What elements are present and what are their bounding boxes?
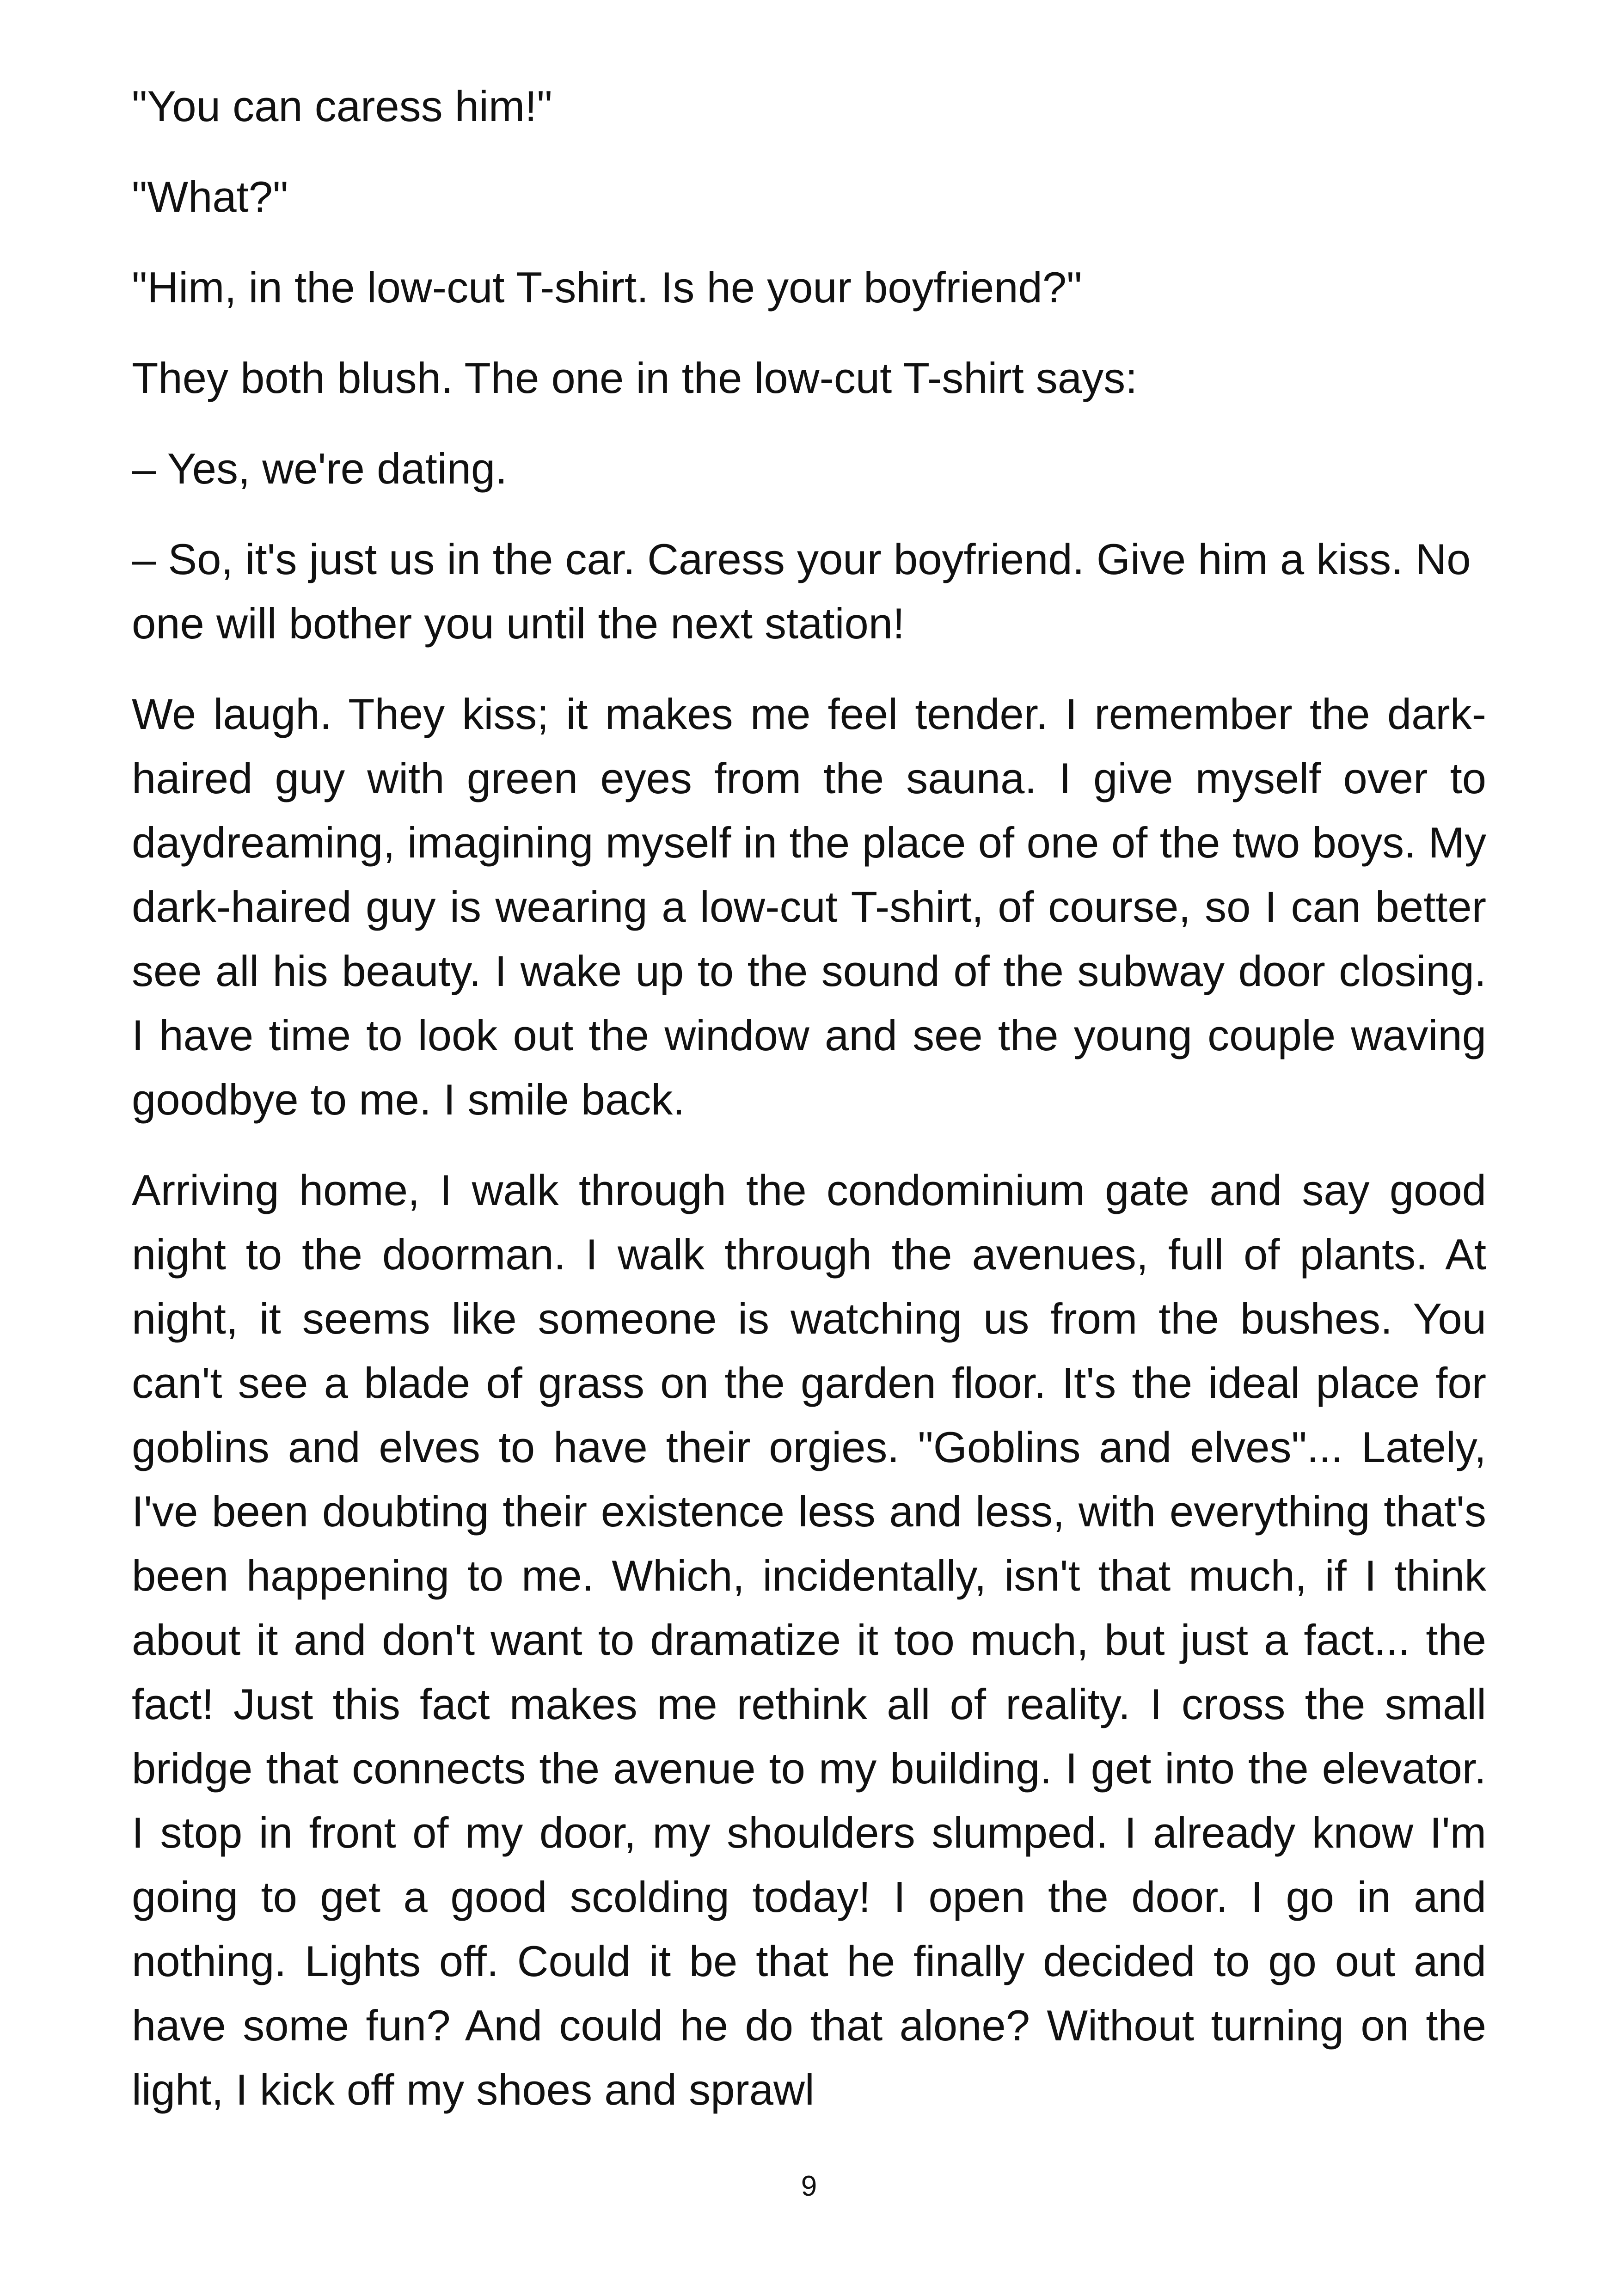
- paragraph-5: – Yes, we're dating.: [132, 444, 508, 493]
- paragraph-2: "What?": [132, 172, 288, 221]
- paragraph-3: "Him, in the low-cut T-shirt. Is he your boyfriend?": [132, 263, 1082, 312]
- paragraph-1: "You can caress him!": [132, 82, 552, 130]
- paragraph-8: Arriving home, I walk through the condominium gate and say good night to the doorman. I walk through the avenues, full of plants. At night, it seems like someone is watching us from the bushes. You can't see a blade of grass on the garden floor. It's the ideal place for goblins and elves to have their orgies. "Goblins and elves"... Lately, I've been doubting their existence less and less, with everything that's been happening to me. Which, incidentally, isn't that much, if I think about it and don't want to dramatize it too much, but just a fact... the fact! Just this fact makes me rethink all of reality. I cross the small bridge that connects the avenue to my building. I get into the elevator. I stop in front of my door, my shoulders slumped. I already know I'm going to get a good scolding today! I open the door. I go in and nothing. Lights off. Could it be that he finally decided to go out and have some fun? And could he do that alone? Without turning on the light, I kick off my shoes and sprawl: [132, 1166, 1486, 2114]
- paragraph-4: They both blush. The one in the low-cut T-shirt says:: [132, 354, 1138, 402]
- page-number: 9: [801, 2170, 817, 2202]
- paragraph-6: – So, it's just us in the car. Caress your boyfriend. Give him a kiss. No one will bother you until the next station!: [132, 535, 1471, 648]
- body-text: [132, 74, 1486, 2148]
- paragraph-7: We laugh. They kiss; it makes me feel tender. I remember the dark-haired guy with green eyes from the sauna. I give myself over to daydreaming, imagining myself in the place of one of the two boys. My dark-haired guy is wearing a low-cut T-shirt, of course, so I can better see all his beauty. I wake up to the sound of the subway door closing. I have time to look out the window and see the young couple waving goodbye to me. I smile back.: [132, 690, 1486, 1124]
